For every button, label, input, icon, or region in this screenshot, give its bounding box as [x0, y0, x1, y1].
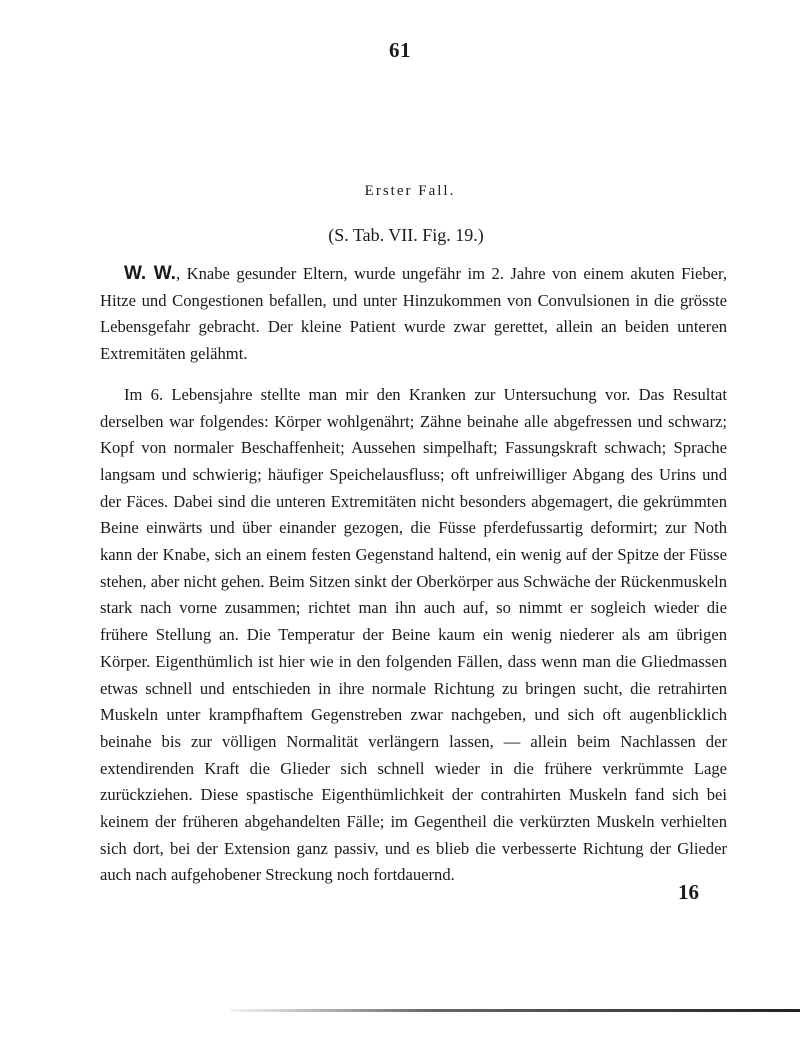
case-heading: Erster Fall.	[364, 183, 456, 199]
paragraph-1	[100, 261, 727, 368]
page-edge-rule	[230, 1009, 800, 1012]
figure-reference: (S. Tab. VII. Fig. 19.)	[328, 225, 484, 245]
page-number: 61	[389, 38, 411, 62]
body-text	[100, 261, 727, 889]
paragraph-1-text: , Knabe gesunder Eltern, wurde ungefähr im 2. Jahre von einem akuten Fieber, Hitze und Congestionen befallen, und unter Hinzukommen von Convulsionen in die grösste Lebensgefahr gebracht. Der kleine Patient wurde zwar gerettet, allein an beiden unteren Extremitäten gelähmt.	[100, 264, 727, 364]
patient-initials: W. W.	[124, 263, 176, 284]
paragraph-2: Im 6. Lebensjahre stellte man mir den Kranken zur Untersuchung vor. Das Resultat derselben war folgendes: Körper wohlgenährt; Zähne beinahe alle abgefressen und schwarz; Kopf von normaler Beschaffenheit; Aussehen simpelhaft; Fassungskraft schwach; Sprache langsam und schwierig; häufiger Speichelausfluss; oft unfreiwilliger Abgang des Urins und der Fäces. Dabei sind die unteren Extremitäten nicht besonders abgemagert, die gekrümmten Beine einwärts und über einander gezogen, die Füsse pferdefussartig deformirt; zur Noth kann der Knabe, sich an einem festen Gegenstand haltend, ein wenig auf der Spitze der Füsse stehen, aber nicht gehen. Beim Sitzen sinkt der Oberkörper aus Schwäche der Rückenmuskeln stark nach vorne zusammen; richtet man ihn auch auf, so nimmt er sogleich wieder die frühere Stellung an. Die Temperatur der Beine kaum ein wenig niederer als am übrigen Körper. Eigenthümlich ist hier wie in den folgenden Fällen, dass wenn man die Gliedmassen etwas schnell und entschieden in ihre normale Richtung zu bringen sucht, die retrahirten Muskeln unter krampfhaftem Gegenstreben zwar nachgeben, und sich oft augenblicklich beinahe bis zur völligen Normalität verlängern lassen, — allein beim Nachlassen der extendirenden Kraft die Glieder sich schnell wieder in die frühere verkrümmte Lage zurückziehen. Diese spastische Eigenthümlichkeit der contrahirten Muskeln fand sich bei keinem der früheren abgehandelten Fälle; im Gegentheil die verkürzten Muskeln verhielten sich dort, bei der Extension ganz passiv, und es blieb die verbesserte Richtung der Glieder auch nach aufgehobener Streckung noch fortdauernd.	[100, 384, 727, 885]
sheet-signature-number: 16	[678, 880, 699, 904]
